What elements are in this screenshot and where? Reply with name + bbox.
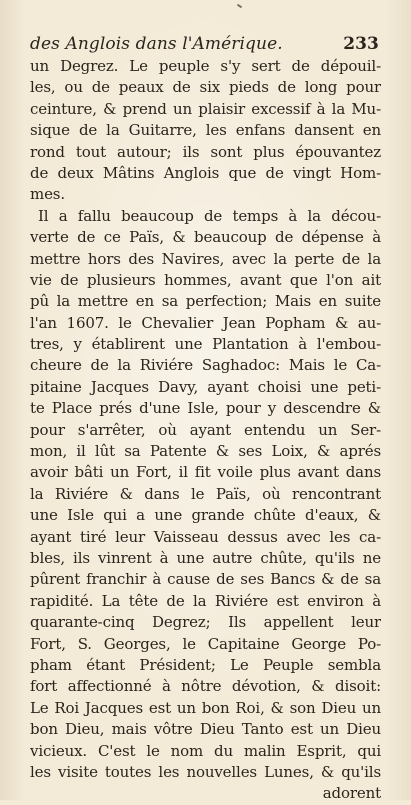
text-line: pour s'arrêter, où ayant entendu un Ser- <box>30 420 381 439</box>
text-line: les visite toutes les nouvelles Lunes, & qu'ils <box>30 762 381 781</box>
text-line: les, ou de peaux de six pieds de long pour <box>30 78 381 97</box>
text-line: pûrent franchir à cause de ses Bancs & de sa <box>30 570 381 589</box>
paragraph-start: Il a fallu beaucoup de temps à la décou- <box>38 206 381 225</box>
running-title: des Anglois dans l'Amérique. <box>30 34 283 54</box>
text-line: mes. <box>30 185 65 204</box>
catchword: adorent <box>322 784 381 803</box>
page-text <box>30 56 381 805</box>
text-line: pû la mettre en sa perfection; Mais en suite <box>30 292 381 311</box>
ink-mark <box>237 4 242 9</box>
text-line: vicieux. C'est le nom du malin Esprit, qui <box>30 741 381 760</box>
text-line: la Riviére & dans le Païs, où rencontrant <box>30 484 381 503</box>
text-line: fort affectionné à nôtre dévotion, & disoit: <box>30 677 381 696</box>
text-line: bles, ils vinrent à une autre chûte, qu'ils ne <box>30 548 381 567</box>
text-line: verte de ce Païs, & beaucoup de dépense à <box>30 228 381 247</box>
text-line: un Degrez. Le peuple s'y sert de dépouil- <box>30 57 381 75</box>
text-line: quarante-cinq Degrez; Ils appellent leur <box>30 613 381 632</box>
page-number: 233 <box>343 34 379 54</box>
text-line: Fort, S. Georges, le Capitaine George Po- <box>30 634 381 653</box>
text-line: tres, y établirent une Plantation à l'embou- <box>30 335 381 354</box>
text-line: ayant tiré leur Vaisseau dessus avec les ca- <box>30 527 381 546</box>
text-line: cheure de la Riviére Saghadoc: Mais le Ca- <box>30 356 381 375</box>
text-line: une Isle qui a une grande chûte d'eaux, & <box>30 506 381 525</box>
text-line: sique de la Guitarre, les enfans dansent en <box>30 121 381 140</box>
text-line: l'an 1607. le Chevalier Jean Popham & au- <box>30 313 381 332</box>
text-line: rond tout autour; ils sont plus épouvantez <box>30 142 381 161</box>
text-line: mettre hors des Navires, avec la perte de la <box>30 249 381 268</box>
quoted-line: Le Roi Jacques est un bon Roi, & son Dieu un <box>30 698 381 717</box>
text-line: pitaine Jacques Davy, ayant choisi une peti- <box>30 377 381 396</box>
text-line: avoir bâti un Fort, il fit voile plus avant dans <box>30 463 381 482</box>
text-line: mon, il lût sa Patente & ses Loix, & aprés <box>30 442 381 461</box>
text-line: te Place prés d'une Isle, pour y descendre & <box>30 399 381 418</box>
text-line: rapidité. La tête de la Riviére est environ à <box>30 591 381 610</box>
text-line: pham étant Président; Le Peuple sembla <box>30 655 381 674</box>
quoted-line: bon Dieu, mais vôtre Dieu Tanto est un Dieu <box>30 720 381 739</box>
text-line: ceinture, & prend un plaisir excessif à la Mu- <box>30 99 381 118</box>
text-line: de deux Mâtins Anglois que de vingt Hom- <box>30 163 381 182</box>
running-header <box>30 34 379 56</box>
text-line: vie de plusieurs hommes, avant que l'on ait <box>30 270 381 289</box>
